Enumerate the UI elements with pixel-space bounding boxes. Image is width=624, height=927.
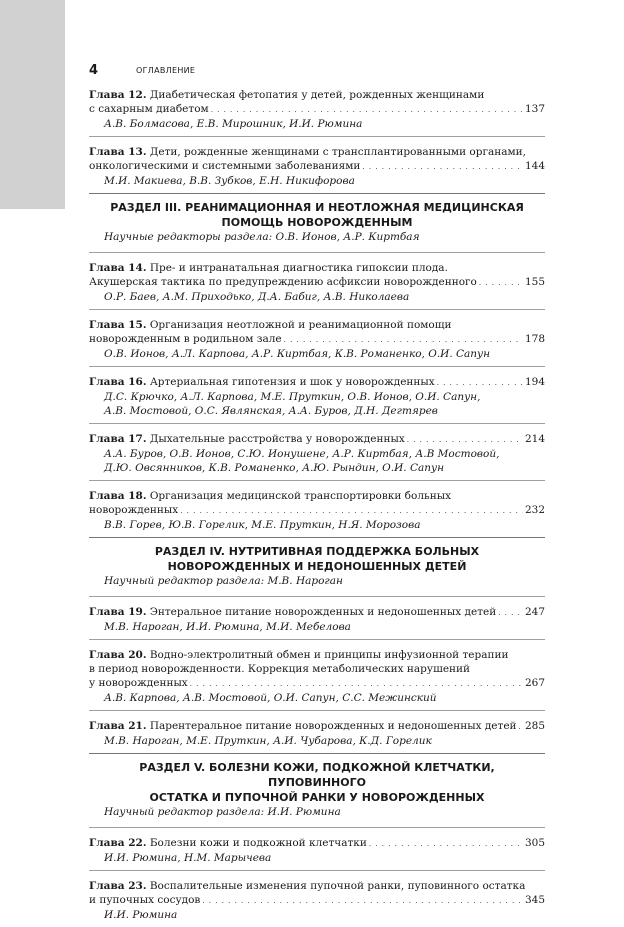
toc-entry[interactable]: [89, 836, 545, 865]
toc-entry[interactable]: [89, 879, 545, 922]
leader-dots: [407, 432, 523, 447]
section-heading: [89, 544, 545, 588]
chapter-authors: Д.Ю. Овсянников, К.В. Романенко, А.Ю. Рындин, О.И. Сапун: [104, 462, 445, 474]
page-ref[interactable]: 305: [524, 837, 545, 849]
chapter-label: Глава 20.: [89, 649, 147, 661]
table-of-contents: [89, 88, 545, 927]
chapter-label: Глава 16.: [89, 376, 147, 388]
section-editor: Научный редактор раздела: М.В. Нароган: [104, 575, 343, 587]
leader-dots: [211, 102, 523, 117]
chapter-label: Глава 13.: [89, 146, 147, 158]
page-ref[interactable]: 285: [524, 720, 545, 732]
chapter-title: Болезни кожи и подкожной клетчатки: [149, 837, 367, 849]
page-ref[interactable]: 345: [524, 894, 545, 906]
section-title-line: ПОМОЩЬ НОВОРОЖДЕННЫМ: [221, 216, 413, 229]
chapter-authors: М.И. Макиева, В.В. Зубков, Е.Н. Никифорова: [104, 175, 355, 187]
chapter-authors: В.В. Горев, Ю.В. Горелик, М.Е. Пруткин, Н.Я. Морозова: [104, 519, 421, 531]
entry-line: [89, 275, 545, 290]
entry-line: [89, 605, 545, 620]
toc-entry[interactable]: [89, 375, 545, 418]
chapter-title: Воспалительные изменения пупочной ранки, пуповинного остатка: [149, 880, 526, 892]
header-title: ОГЛАВЛЕНИЕ: [136, 66, 196, 75]
entry-line: [89, 375, 545, 390]
toc-entry[interactable]: [89, 318, 545, 361]
leader-dots: [369, 836, 523, 851]
chapter-label: Глава 18.: [89, 490, 147, 502]
section-heading: [89, 760, 545, 819]
chapter-title: новорожденным в родильном зале: [89, 333, 282, 345]
chapter-title: Энтеральное питание новорожденных и недоношенных детей: [149, 606, 497, 618]
chapter-authors: М.В. Нароган, И.И. Рюмина, М.И. Мебелова: [104, 621, 351, 633]
chapter-authors: А.В. Карпова, А.В. Мостовой, О.И. Сапун, С.С. Межинский: [104, 692, 437, 704]
toc-entry[interactable]: [89, 88, 545, 131]
page-ref[interactable]: 137: [524, 103, 545, 115]
chapter-authors: А.А. Буров, О.В. Ионов, С.Ю. Ионушене, А.Р. Киртбая, А.В Мостовой,: [104, 448, 500, 460]
section-title-line: НОВОРОЖДЕННЫХ И НЕДОНОШЕННЫХ ДЕТЕЙ: [167, 560, 467, 573]
entry-line: [89, 432, 545, 447]
chapter-authors: И.И. Рюмина: [104, 909, 178, 921]
page-ref[interactable]: 247: [524, 606, 545, 618]
chapter-title: в период новорожденности. Коррекция метаболических нарушений: [89, 663, 471, 675]
leader-dots: [284, 332, 523, 347]
chapter-title: Акушерская тактика по предупреждению асфиксии новорожденного: [89, 276, 477, 288]
page-ref[interactable]: 214: [524, 433, 545, 445]
page-number: 4: [89, 63, 99, 78]
chapter-authors: И.И. Рюмина, Н.М. Марычева: [104, 852, 272, 864]
divider: [89, 252, 545, 253]
divider: [89, 596, 545, 597]
chapter-title: новорожденных: [89, 504, 179, 516]
chapter-title: с сахарным диабетом: [89, 103, 209, 115]
entry-line: [89, 648, 545, 662]
chapter-label: Глава 23.: [89, 880, 147, 892]
toc-entry[interactable]: [89, 605, 545, 634]
leader-dots: [437, 375, 523, 390]
leader-dots: [190, 676, 523, 691]
page-ref[interactable]: 267: [524, 677, 545, 689]
entry-line: [89, 102, 545, 117]
chapter-title: Дыхательные расстройства у новорожденных: [149, 433, 405, 445]
entry-line: [89, 159, 545, 174]
leader-dots: [202, 893, 523, 908]
entry-line: [89, 836, 545, 851]
divider: [89, 136, 545, 137]
chapter-title: Артериальная гипотензия и шок у новорожденных: [149, 376, 435, 388]
chapter-label: Глава 12.: [89, 89, 147, 101]
section-title-line: РАЗДЕЛ IV. НУТРИТИВНАЯ ПОДДЕРЖКА БОЛЬНЫХ: [154, 545, 480, 558]
entry-line: [89, 145, 545, 159]
divider: [89, 753, 545, 754]
section-title-line: РАЗДЕЛ V. БОЛЕЗНИ КОЖИ, ПОДКОЖНОЙ КЛЕТЧАТКИ, ПУПОВИННОГО: [139, 761, 495, 789]
entry-line: [89, 719, 545, 734]
chapter-label: Глава 14.: [89, 262, 147, 274]
margin-tab: [0, 0, 65, 209]
divider: [89, 366, 545, 367]
chapter-title: у новорожденных: [89, 677, 188, 689]
section-heading: [89, 200, 545, 244]
toc-entry[interactable]: [89, 261, 545, 304]
chapter-title: и пупочных сосудов: [89, 894, 201, 906]
chapter-label: Глава 17.: [89, 433, 147, 445]
chapter-authors: М.В. Нароган, М.Е. Пруткин, А.И. Чубарова, К.Д. Горелик: [104, 735, 432, 747]
leader-dots: [498, 605, 523, 620]
chapter-label: Глава 15.: [89, 319, 147, 331]
chapter-authors: А.В. Мостовой, О.С. Являнская, А.А. Буров, Д.Н. Дегтярев: [104, 405, 438, 417]
divider: [89, 827, 545, 828]
page-ref[interactable]: 155: [524, 276, 545, 288]
leader-dots: [180, 503, 523, 518]
chapter-title: Дети, рожденные женщинами с трансплантированными органами,: [149, 146, 526, 158]
chapter-label: Глава 21.: [89, 720, 147, 732]
chapter-title: Водно-электролитный обмен и принципы инфузионной терапии: [149, 649, 509, 661]
toc-entry[interactable]: [89, 145, 545, 188]
page-ref[interactable]: 144: [524, 160, 545, 172]
leader-dots: [362, 159, 523, 174]
page-ref[interactable]: 194: [524, 376, 545, 388]
section-title-line: РАЗДЕЛ III. РЕАНИМАЦИОННАЯ И НЕОТЛОЖНАЯ МЕДИЦИНСКАЯ: [110, 201, 524, 214]
divider: [89, 309, 545, 310]
divider: [89, 870, 545, 871]
chapter-title: Парентеральное питание новорожденных и недоношенных детей: [149, 720, 517, 732]
chapter-title: Организация неотложной и реанимационной помощи: [149, 319, 452, 331]
leader-dots: [519, 719, 523, 734]
entry-line: [89, 893, 545, 908]
page-ref[interactable]: 178: [524, 333, 545, 345]
section-title-line: ОСТАТКА И ПУПОЧНОЙ РАНКИ У НОВОРОЖДЕННЫХ: [149, 791, 485, 804]
entry-line: [89, 332, 545, 347]
chapter-authors: О.Р. Баев, А.М. Приходько, Д.А. Бабиг, А.В. Николаева: [104, 291, 410, 303]
entry-line: [89, 879, 545, 893]
divider: [89, 193, 545, 194]
entry-line: [89, 676, 545, 691]
entry-line: [89, 88, 545, 102]
entry-line: [89, 662, 545, 676]
section-editor: Научные редакторы раздела: О.В. Ионов, А.Р. Киртбая: [104, 231, 420, 243]
page-ref[interactable]: 232: [524, 504, 545, 516]
toc-entry[interactable]: [89, 719, 545, 748]
leader-dots: [479, 275, 523, 290]
chapter-label: Глава 19.: [89, 606, 147, 618]
divider: [89, 480, 545, 481]
entry-line: [89, 261, 545, 275]
chapter-title: Диабетическая фетопатия у детей, рожденных женщинами: [149, 89, 485, 101]
chapter-title: Организация медицинской транспортировки больных: [149, 490, 451, 502]
section-editor: Научный редактор раздела: И.И. Рюмина: [104, 806, 341, 818]
divider: [89, 639, 545, 640]
chapter-title: онкологическими и системными заболеваниями: [89, 160, 361, 172]
chapter-authors: О.В. Ионов, А.Л. Карпова, А.Р. Киртбая, К.В. Романенко, О.И. Сапун: [104, 348, 491, 360]
chapter-authors: Д.С. Крючко, А.Л. Карпова, М.Е. Пруткин, О.В. Ионов, О.И. Сапун,: [104, 391, 481, 403]
divider: [89, 537, 545, 538]
toc-entry[interactable]: [89, 489, 545, 532]
toc-entry[interactable]: [89, 432, 545, 475]
divider: [89, 423, 545, 424]
divider: [89, 710, 545, 711]
entry-line: [89, 318, 545, 332]
entry-line: [89, 489, 545, 503]
entry-line: [89, 503, 545, 518]
chapter-authors: А.В. Болмасова, Е.В. Мирошник, И.И. Рюмина: [104, 118, 363, 130]
chapter-title: Пре- и интранатальная диагностика гипоксии плода.: [149, 262, 448, 274]
chapter-label: Глава 22.: [89, 837, 147, 849]
toc-entry[interactable]: [89, 648, 545, 705]
